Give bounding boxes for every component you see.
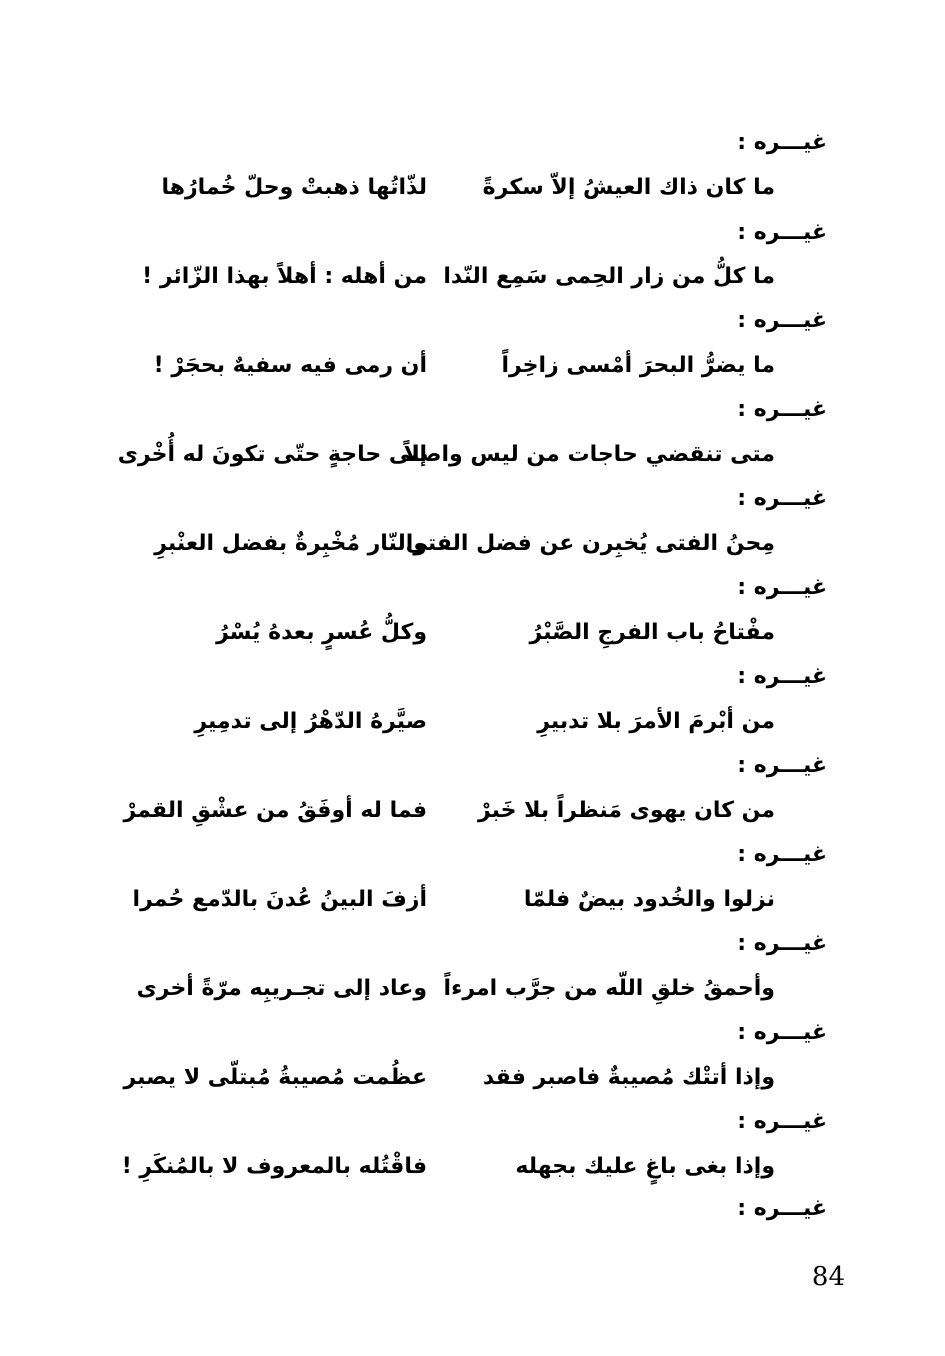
verse-second-hemistich: وكلُّ عُسرٍ بعدهُ يُسْرُ	[216, 620, 427, 645]
verse-first-hemistich: نزلوا والخُدود بيضٌ فلمّا	[523, 887, 775, 912]
verse-second-hemistich: عظُمت مُصيبةُ مُبتلّى لا يصبر	[123, 1065, 427, 1090]
verse-header: غيـــره :	[737, 220, 827, 245]
verse-header: غيـــره :	[737, 308, 827, 333]
verse-second-hemistich: فما له أوفَقُ من عشْقِ القمرْ	[123, 798, 427, 823]
verse-second-hemistich: لذّاتُها ذهبتْ وحلّ خُمارُها	[161, 175, 427, 200]
verse-second-hemistich: أزفَ البينُ عُدنَ بالدّمع حُمرا	[132, 887, 427, 912]
verse-first-hemistich: ما يضرُّ البحرَ أمْسى زاخِراً	[501, 353, 775, 378]
verse-header: غيـــره :	[737, 1196, 827, 1221]
verse-header: غيـــره :	[737, 486, 827, 511]
verse-second-hemistich: من أهله : أهلاً بهذا الزّائر !	[142, 264, 427, 289]
verse-header: غيـــره :	[737, 753, 827, 778]
verse-first-hemistich: مفْتاحُ باب الفرجِ الصَّبْرُ	[529, 620, 775, 645]
verse-header: غيـــره :	[737, 931, 827, 956]
verse-header: غيـــره :	[737, 842, 827, 867]
verse-header: غيـــره :	[737, 397, 827, 422]
verse-first-hemistich: ما كان ذاك العيشُ إلاّ سكرةً	[482, 175, 775, 200]
verse-header: غيـــره :	[737, 130, 827, 155]
verse-header: غيـــره :	[737, 664, 827, 689]
verse-second-hemistich: فاقْتُله بالمعروف لا بالمُنكَرِ !	[121, 1154, 427, 1179]
verse-first-hemistich: مِحنُ الفتى يُخبِرن عن فضل الفتى	[405, 531, 775, 556]
verse-header: غيـــره :	[737, 1109, 827, 1134]
verse-first-hemistich: من كان يهوى مَنظراً بلا خَبرْ	[477, 798, 775, 823]
verse-header: غيـــره :	[737, 575, 827, 600]
verse-second-hemistich: إلى حاجةٍ حتّى تكونَ له أُخْرى	[117, 442, 427, 467]
verse-second-hemistich: أن رمى فيه سفيهٌ بحجَرْ !	[153, 353, 427, 378]
verse-first-hemistich: وأحمقُ خلقِ اللّه من جرَّب امرءاً	[443, 976, 775, 1001]
verse-second-hemistich: صيَّرهُ الدّهْرُ إلى تدمِيرِ	[194, 709, 427, 734]
verse-first-hemistich: وإذا أتتْك مُصيبةٌ فاصبر فقد	[482, 1065, 775, 1090]
verse-first-hemistich: ما كلُّ من زار الحِمى سَمِع النّدا	[443, 264, 775, 289]
verse-first-hemistich: وإذا بغى باغٍ عليك بجهله	[515, 1154, 775, 1179]
verse-header: غيـــره :	[737, 1020, 827, 1045]
verse-second-hemistich: وعاد إلى تجـريبِه مرّةً أخرى	[136, 976, 427, 1001]
page-number: 84	[811, 1262, 845, 1292]
verse-first-hemistich: متى تنقضي حاجات من ليس واصلاً	[403, 442, 775, 467]
verse-first-hemistich: من أبْرمَ الأمرَ بلا تدبيرِ	[537, 709, 775, 734]
verse-second-hemistich: والنّار مُخْبِرةٌ بفضل العنْبرِ	[154, 531, 427, 556]
